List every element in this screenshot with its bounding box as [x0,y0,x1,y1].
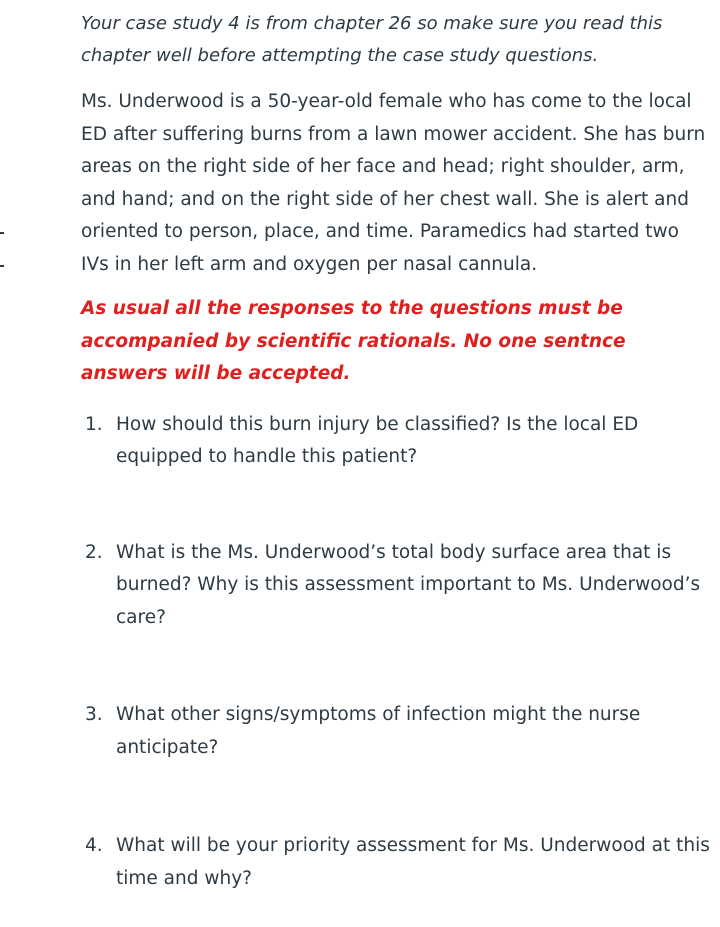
case-scenario-paragraph: Ms. Underwood is a 50-year-old female who has come to the local ED after suffering burns from a lawn mower accident. She has burn areas on the right side of her face and head; right shoulder, arm, and hand; and on the right side of her chest wall. She is alert and oriented to person, place, and time. Paramedics had started two IVs in her left arm and oxygen per nasal cannula. [81,91,706,275]
question-number: 3. [85,704,103,725]
left-edge-mark-top [0,232,4,234]
question-item [81,537,711,635]
question-item [81,699,711,764]
question-text: What is the Ms. Underwood’s total body surface area that is burned? Why is this assessment important to Ms. Underwood’s care? [116,541,701,628]
intro-paragraph: Your case study 4 is from chapter 26 so make sure you read this chapter well before attempting the case study questions. [81,13,663,66]
question-item [81,830,711,895]
question-text: What other signs/symptoms of infection might the nurse anticipate? [116,704,641,758]
rationale-notice: As usual all the responses to the questions must be accompanied by scientific rationals. No one sentnce answers will be accepted. [81,298,626,384]
question-list [81,409,711,896]
question-number: 2. [85,541,103,563]
left-edge-mark-bottom [0,265,4,267]
question-text: How should this burn injury be classified? Is the local ED equipped to handle this patient? [116,413,639,467]
question-text: What will be your priority assessment for Ms. Underwood at this time and why? [116,835,710,889]
question-number: 4. [85,835,103,856]
document-body [81,8,711,895]
question-item [81,409,711,474]
question-number: 1. [85,413,103,435]
